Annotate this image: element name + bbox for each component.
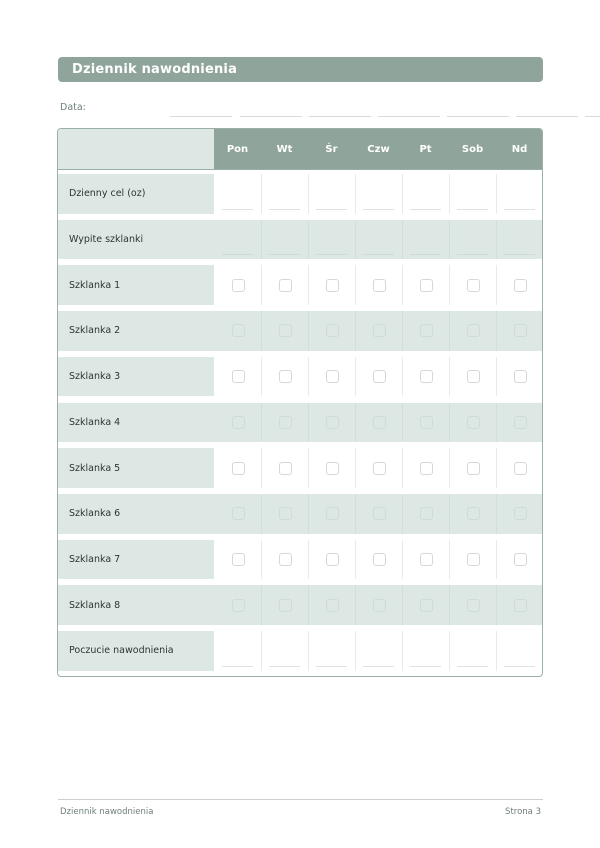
column-divider [402, 448, 403, 488]
column-divider [449, 357, 450, 397]
hydration-table [57, 128, 543, 677]
entry-line[interactable] [316, 254, 347, 255]
entry-line[interactable] [363, 254, 394, 255]
glass-checkbox[interactable] [467, 599, 480, 612]
column-divider [496, 311, 497, 351]
column-divider [402, 357, 403, 397]
column-divider [496, 585, 497, 625]
column-divider [261, 403, 262, 443]
column-divider [308, 585, 309, 625]
entry-line[interactable] [316, 666, 347, 667]
column-divider [496, 494, 497, 534]
glass-checkbox[interactable] [467, 416, 480, 429]
glass-checkbox[interactable] [232, 370, 245, 383]
header-bar [58, 57, 543, 82]
column-divider [402, 174, 403, 214]
glass-checkbox[interactable] [420, 553, 433, 566]
entry-line[interactable] [316, 209, 347, 210]
column-divider [355, 265, 356, 305]
glass-checkbox[interactable] [279, 324, 292, 337]
glass-checkbox[interactable] [232, 507, 245, 520]
column-divider [308, 494, 309, 534]
glass-checkbox[interactable] [373, 370, 386, 383]
glass-checkbox[interactable] [373, 324, 386, 337]
entry-line[interactable] [504, 254, 535, 255]
entry-line[interactable] [457, 254, 488, 255]
glass-checkbox[interactable] [279, 599, 292, 612]
date-entry-line[interactable] [240, 116, 302, 117]
column-divider [308, 311, 309, 351]
glass-checkbox[interactable] [373, 462, 386, 475]
glass-checkbox[interactable] [232, 462, 245, 475]
glass-checkbox[interactable] [420, 370, 433, 383]
glass-checkbox[interactable] [514, 324, 527, 337]
glass-checkbox[interactable] [467, 324, 480, 337]
column-divider [449, 631, 450, 671]
glass-checkbox[interactable] [232, 553, 245, 566]
column-divider [261, 631, 262, 671]
footer-title: Dziennik nawodnienia [60, 807, 154, 817]
glass-checkbox[interactable] [326, 324, 339, 337]
glass-checkbox[interactable] [420, 507, 433, 520]
column-divider [261, 540, 262, 580]
glass-checkbox[interactable] [279, 462, 292, 475]
row-label: Wypite szklanki [58, 220, 214, 260]
entry-line[interactable] [504, 209, 535, 210]
glass-checkbox[interactable] [467, 507, 480, 520]
glass-checkbox[interactable] [514, 553, 527, 566]
footer-divider [58, 799, 543, 800]
glass-checkbox[interactable] [420, 599, 433, 612]
glass-checkbox[interactable] [467, 553, 480, 566]
column-divider [449, 540, 450, 580]
entry-line[interactable] [222, 666, 253, 667]
glass-checkbox[interactable] [326, 507, 339, 520]
column-divider [402, 494, 403, 534]
entry-line[interactable] [269, 666, 300, 667]
column-divider [449, 220, 450, 260]
glass-checkbox[interactable] [232, 324, 245, 337]
glass-checkbox[interactable] [514, 370, 527, 383]
column-divider [496, 631, 497, 671]
row-label: Szklanka 5 [58, 448, 214, 488]
column-divider [308, 220, 309, 260]
entry-line[interactable] [363, 666, 394, 667]
date-entry-line[interactable] [516, 116, 578, 117]
column-divider [261, 448, 262, 488]
column-divider [496, 174, 497, 214]
column-divider [402, 403, 403, 443]
glass-checkbox[interactable] [467, 370, 480, 383]
column-divider [449, 174, 450, 214]
glass-checkbox[interactable] [279, 370, 292, 383]
date-entry-line[interactable] [585, 116, 600, 117]
column-divider [449, 403, 450, 443]
glass-checkbox[interactable] [326, 279, 339, 292]
glass-checkbox[interactable] [373, 507, 386, 520]
glass-checkbox[interactable] [514, 416, 527, 429]
glass-checkbox[interactable] [420, 324, 433, 337]
column-divider [496, 265, 497, 305]
day-header: Sob [449, 129, 496, 169]
glass-checkbox[interactable] [467, 462, 480, 475]
column-divider [496, 220, 497, 260]
glass-checkbox[interactable] [514, 599, 527, 612]
glass-checkbox[interactable] [373, 279, 386, 292]
column-divider [402, 311, 403, 351]
glass-checkbox[interactable] [279, 416, 292, 429]
glass-checkbox[interactable] [326, 416, 339, 429]
column-divider [308, 357, 309, 397]
glass-checkbox[interactable] [279, 553, 292, 566]
glass-checkbox[interactable] [326, 599, 339, 612]
column-divider [449, 494, 450, 534]
date-entry-line[interactable] [170, 116, 232, 117]
column-divider [308, 448, 309, 488]
row-label: Szklanka 4 [58, 403, 214, 443]
glass-checkbox[interactable] [420, 279, 433, 292]
column-divider [355, 220, 356, 260]
date-entry-line[interactable] [447, 116, 509, 117]
date-label: Data: [60, 102, 86, 113]
glass-checkbox[interactable] [232, 599, 245, 612]
glass-checkbox[interactable] [420, 416, 433, 429]
column-divider [355, 494, 356, 534]
glass-checkbox[interactable] [373, 416, 386, 429]
column-divider [261, 311, 262, 351]
entry-line[interactable] [457, 666, 488, 667]
column-divider [355, 631, 356, 671]
column-divider [261, 174, 262, 214]
glass-checkbox[interactable] [373, 553, 386, 566]
column-divider [496, 540, 497, 580]
entry-line[interactable] [363, 209, 394, 210]
entry-line[interactable] [269, 254, 300, 255]
row-label: Szklanka 2 [58, 311, 214, 351]
date-entry-line[interactable] [378, 116, 440, 117]
date-entry-line[interactable] [309, 116, 371, 117]
column-divider [308, 540, 309, 580]
entry-line[interactable] [410, 666, 441, 667]
glass-checkbox[interactable] [514, 462, 527, 475]
glass-checkbox[interactable] [514, 279, 527, 292]
glass-checkbox[interactable] [373, 599, 386, 612]
glass-checkbox[interactable] [420, 462, 433, 475]
column-divider [449, 585, 450, 625]
column-divider [261, 265, 262, 305]
row-label: Szklanka 6 [58, 494, 214, 534]
column-divider [308, 403, 309, 443]
column-divider [449, 448, 450, 488]
day-header: Śr [308, 129, 355, 169]
entry-line[interactable] [410, 209, 441, 210]
row-label: Szklanka 3 [58, 357, 214, 397]
row-label: Szklanka 8 [58, 585, 214, 625]
row-label: Szklanka 1 [58, 265, 214, 305]
entry-line[interactable] [504, 666, 535, 667]
column-divider [355, 448, 356, 488]
day-header: Pt [402, 129, 449, 169]
glass-checkbox[interactable] [514, 507, 527, 520]
column-divider [355, 311, 356, 351]
row-label: Szklanka 7 [58, 540, 214, 580]
column-divider [355, 540, 356, 580]
entry-line[interactable] [269, 209, 300, 210]
day-header: Pon [214, 129, 261, 169]
entry-line[interactable] [222, 254, 253, 255]
column-divider [449, 265, 450, 305]
column-divider [402, 585, 403, 625]
column-divider [355, 174, 356, 214]
column-divider [449, 311, 450, 351]
column-divider [402, 220, 403, 260]
glass-checkbox[interactable] [279, 279, 292, 292]
day-header: Czw [355, 129, 402, 169]
column-divider [261, 585, 262, 625]
entry-line[interactable] [457, 209, 488, 210]
column-divider [402, 265, 403, 305]
column-divider [261, 494, 262, 534]
column-divider [261, 220, 262, 260]
page-number: Strona 3 [505, 807, 541, 817]
column-divider [261, 357, 262, 397]
column-divider [355, 403, 356, 443]
glass-checkbox[interactable] [326, 553, 339, 566]
column-divider [355, 357, 356, 397]
glass-checkbox[interactable] [467, 279, 480, 292]
row-label: Poczucie nawodnienia [58, 631, 214, 671]
column-divider [496, 357, 497, 397]
day-header: Wt [261, 129, 308, 169]
glass-checkbox[interactable] [326, 370, 339, 383]
column-divider [308, 265, 309, 305]
glass-checkbox[interactable] [326, 462, 339, 475]
glass-checkbox[interactable] [232, 279, 245, 292]
day-header: Nd [496, 129, 543, 169]
column-divider [402, 631, 403, 671]
column-divider [496, 403, 497, 443]
column-divider [402, 540, 403, 580]
column-divider [355, 585, 356, 625]
entry-line[interactable] [222, 209, 253, 210]
glass-checkbox[interactable] [279, 507, 292, 520]
column-divider [308, 631, 309, 671]
header-corner-cell [58, 129, 214, 169]
page-title: Dziennik nawodnienia [72, 62, 238, 77]
column-divider [496, 448, 497, 488]
column-divider [308, 174, 309, 214]
glass-checkbox[interactable] [232, 416, 245, 429]
header-divider [58, 169, 542, 170]
entry-line[interactable] [410, 254, 441, 255]
row-label: Dzienny cel (oz) [58, 174, 214, 214]
